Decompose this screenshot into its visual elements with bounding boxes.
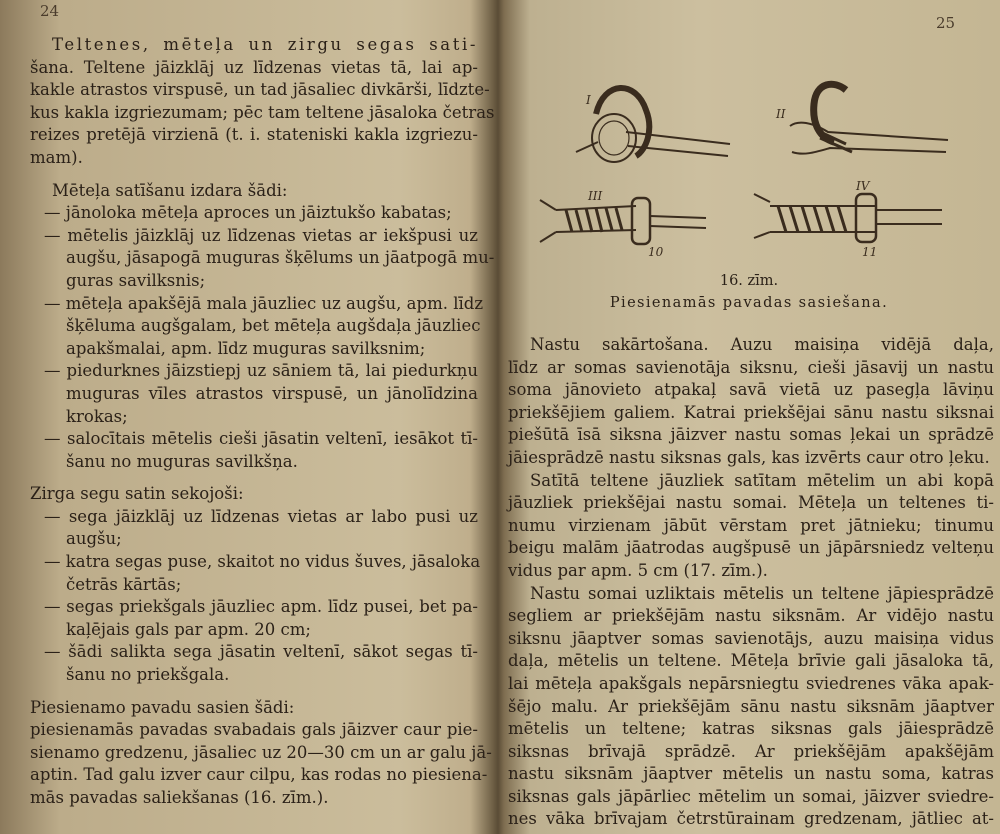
text-line: Satītā teltene jāuzliek satītam mētelim un abi kopā: [530, 470, 994, 490]
page-number: 24: [40, 2, 60, 20]
text-line: četrās kārtās;: [66, 574, 182, 594]
text-line: daļa, mētelis un teltene. Mēteļa brīvie gali jāsaloka tā,: [508, 651, 994, 671]
list-item: — jānoloka mēteļa aproces un jāiztukšo kabatas;: [44, 203, 452, 223]
figure-label: IV: [856, 179, 870, 193]
figure-title: Piesienamās pavadas sasiešana.: [609, 295, 889, 311]
text-line: šanu no priekšgala.: [66, 665, 230, 685]
text-line: Zirga segu satin sekojoši:: [30, 484, 244, 504]
text-line: aptin. Tad galu izver caur cilpu, kas rodas no piesiena-: [30, 765, 488, 785]
text-line: kus kakla izgriezumam; pēc tam teltene jāsaloka četras: [30, 102, 495, 122]
text-line: kakle atrastos virspusē, un tad jāsaliec divkārši, līdzte-: [30, 80, 490, 100]
text-line: siksnas brīvajā sprādzē. Ar priekšējām apakšējām: [508, 741, 994, 761]
figure-number: 16. zīm.: [719, 273, 779, 289]
text-line: Mēteļa satīšanu izdara šādi:: [52, 180, 288, 200]
left-page-body: [30, 34, 495, 810]
figure-caption: [504, 270, 994, 314]
list-item: — šādi salikta sega jāsatin veltenī, sākot segas tī-: [44, 642, 478, 662]
figure-label: I: [586, 93, 591, 107]
left-page: [0, 0, 495, 834]
list-item: — katra segas puse, skaitot no vidus šuves, jāsaloka: [44, 552, 481, 572]
figure-label: 10: [648, 245, 664, 259]
text-line: šējo malu. Ar priekšējām sānu nastu siksnām jāaptver: [508, 696, 994, 716]
text-line: mam).: [30, 147, 83, 167]
text-line: piešūtā īsā siksna jāizver nastu somas ļekai un sprādzē: [508, 425, 994, 445]
text-line: šana. Teltene jāizklāj uz līdzenas vietas tā, lai ap-: [30, 57, 478, 77]
text-line: siksnas gals jāpārliec mētelim un somai, jāizver sviedre-: [508, 786, 994, 806]
list-item: — mētelis jāizklāj uz līdzenas vietas ar iekšpusi uz: [44, 225, 478, 245]
page-number: 25: [936, 14, 956, 32]
text-line: vidus par apm. 5 cm (17. zīm.).: [508, 560, 768, 580]
text-line: krokas;: [66, 406, 128, 426]
text-line: segliem ar priekšējām nastu siksnām. Ar vidējo nastu: [508, 606, 994, 626]
text-line: šķēluma augšgalam, bet mēteļa augšdaļa jāuzliec: [66, 316, 481, 336]
text-line: beigu malām jāatrodas augšpusē un jāpārsniedz velteņu: [508, 538, 994, 558]
text-line: augšu;: [66, 529, 122, 549]
text-line: lai mēteļa apakšgals nepārsniegtu sviedrenes vāka apak-: [508, 673, 994, 693]
text-line: šanu no muguras savilkšņa.: [66, 451, 298, 471]
text-line: piesienamās pavadas svabadais gals jāizver caur pie-: [30, 720, 478, 740]
right-page-body: [508, 334, 994, 831]
text-line: priekšējiem galiem. Katrai priekšējai sānu nastu siksnai: [508, 402, 994, 422]
section-heading-line: Nastu sakārtošana. Auzu maisiņa vidējā daļa,: [530, 335, 994, 354]
text-line: Piesienamo pavadu sasien šādi:: [30, 697, 295, 717]
text-line: nes vāka brīvajam četrstūrainam gredzenam, jātliec at-: [508, 809, 994, 829]
list-item: — piedurknes jāizstiepj uz sāniem tā, lai piedurkņu: [44, 361, 478, 381]
text-line: nastu siksnām jāaptver mētelis un nastu soma, katras: [508, 764, 994, 784]
text-line: mētelis un teltene; katras siksnas gals jāiesprādzē: [508, 719, 994, 739]
text-line: siksnu jāaptver somas savienotājs, auzu maisiņa vidus: [508, 628, 994, 648]
text-line: augšu, jāsapogā muguras šķēlums un jāatpogā mu-: [66, 248, 495, 268]
text-line: muguras vīles atrastos virspusē, un jānolīdzina: [66, 383, 478, 403]
figure-label: 11: [862, 245, 878, 259]
list-item: — sega jāizklāj uz līdzenas vietas ar labo pusi uz: [44, 506, 478, 526]
text-line: jāuzliek priekšējai nastu somai. Mēteļa un teltenes ti-: [508, 493, 994, 513]
knot-illustration: [516, 60, 956, 260]
section-heading-line: Teltenes, mēteļa un zirgu segas sati-: [52, 35, 478, 54]
text-line: reizes pretējā virzienā (t. i. stateniski kakla izgriezu-: [30, 125, 478, 145]
figure-label: III: [588, 189, 603, 203]
list-item: — segas priekšgals jāuzliec apm. līdz pusei, bet pa-: [44, 597, 478, 617]
text-line: līdz ar somas savienotāja siksnu, cieši jāsavij un nastu: [508, 357, 994, 377]
list-item: — salocītais mētelis cieši jāsatin veltenī, iesākot tī-: [44, 429, 478, 449]
text-line: soma jānovieto atpakaļ savā vietā uz pasegļa lāviņu: [508, 380, 994, 400]
right-page: [504, 0, 1000, 834]
list-item: — mēteļa apakšējā mala jāuzliec uz augšu, apm. līdz: [44, 293, 484, 313]
text-line: kaļējais gals par apm. 20 cm;: [66, 619, 311, 639]
text-line: mās pavadas saliekšanas (16. zīm.).: [30, 788, 329, 807]
text-line: jāiesprādzē nastu siksnas gals, kas izvērts caur otro ļeku.: [508, 447, 990, 467]
text-line: numu virzienam jābūt vērstam pret jātnieku; tinumu: [508, 515, 994, 535]
text-line: apakšmalai, apm. līdz muguras savilksnim;: [66, 338, 426, 358]
figure-label: II: [776, 107, 786, 121]
text-line: sienamo gredzenu, jāsaliec uz 20—30 cm un ar galu jā-: [30, 742, 492, 762]
text-line: Nastu somai uzliktais mētelis un teltene jāpiesprādzē: [530, 583, 994, 603]
text-line: guras savilksnis;: [66, 270, 206, 290]
